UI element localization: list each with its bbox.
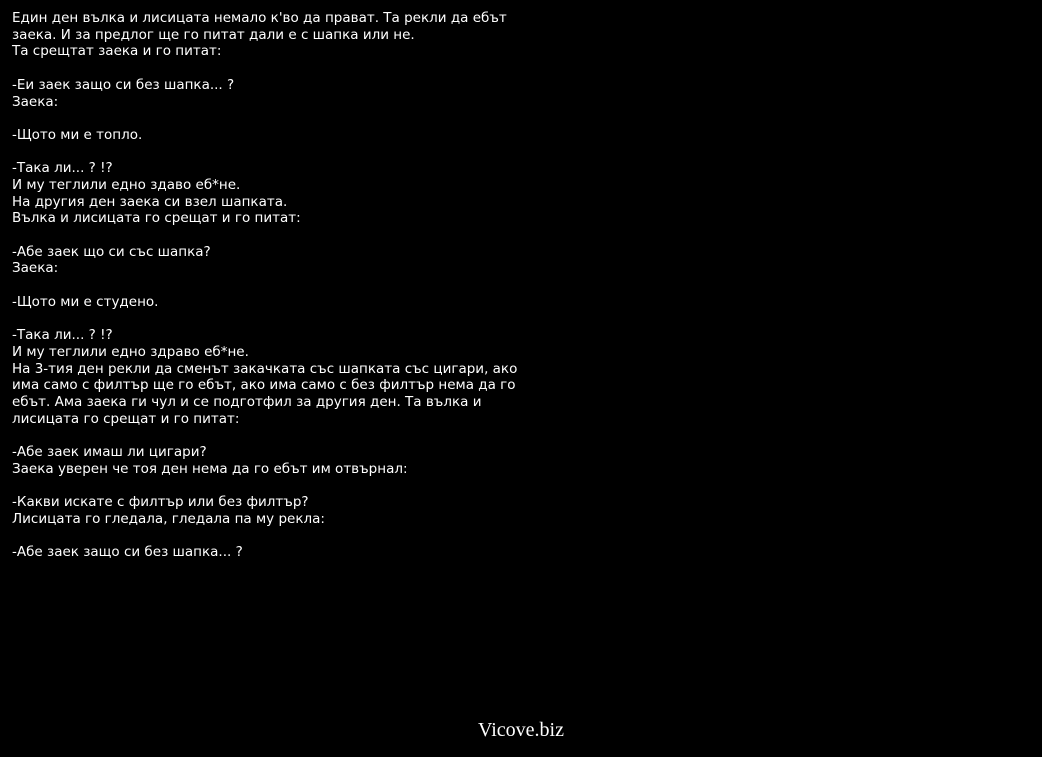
story-line: [12, 528, 1022, 545]
story-line: [12, 311, 1022, 328]
story-line: Лисицата го гледала, гледала па му рекла:: [12, 510, 325, 527]
story-line: заека. И за предлог ще го питат дали е с шапка или не.: [12, 26, 415, 43]
site-watermark: Vicove.biz: [478, 719, 564, 741]
story-line: има само с филтър ще го ебът, ако има само с без филтър нема да го: [12, 377, 516, 394]
story-line: -Еи заек защо си без шапка... ?: [12, 76, 235, 93]
story-line: [12, 227, 1022, 244]
story-line: Заека:: [12, 260, 59, 277]
story-line: И му теглили едно здраво еб*не.: [12, 343, 249, 360]
joke-text: [12, 10, 1022, 561]
story-line: -Така ли... ? !?: [12, 160, 113, 177]
story-line: -Абе заек защо си без шапка... ?: [12, 544, 243, 561]
story-line: -Щото ми е топло.: [12, 126, 143, 143]
story-line: Заека уверен че тоя ден нема да го ебът им отвърнал:: [12, 460, 408, 477]
story-line: ебът. Ама заека ги чул и се подготфил за другия ден. Та вълка и: [12, 394, 482, 411]
story-line: [12, 478, 1022, 495]
story-line: [12, 427, 1022, 444]
story-line: Заека:: [12, 93, 59, 110]
story-line: -Щото ми е студено.: [12, 293, 159, 310]
story-line: На 3-тия ден рекли да сменът закачката със шапката със цигари, ако: [12, 360, 518, 377]
story-line: -Какви искате с филтър или без филтър?: [12, 494, 309, 511]
story-line: -Така ли... ? !?: [12, 327, 113, 344]
story-line: -Абе заек имаш ли цигари?: [12, 444, 207, 461]
story-line: Вълка и лисицата го срещат и го питат:: [12, 210, 301, 227]
story-line: Един ден вълка и лисицата немало к'во да прават. Та рекли да ебът: [12, 10, 507, 26]
story-line: [12, 144, 1022, 161]
story-line: [12, 277, 1022, 294]
story-line: -Абе заек що си със шапка?: [12, 243, 211, 260]
story-line: [12, 60, 1022, 77]
story-line: Та срещтат заека и го питат:: [12, 43, 222, 60]
story-line: лисицата го срещат и го питат:: [12, 410, 240, 427]
story-line: И му теглили едно здаво еб*не.: [12, 176, 241, 193]
story-line: [12, 110, 1022, 127]
story-line: На другия ден заека си взел шапката.: [12, 193, 288, 210]
